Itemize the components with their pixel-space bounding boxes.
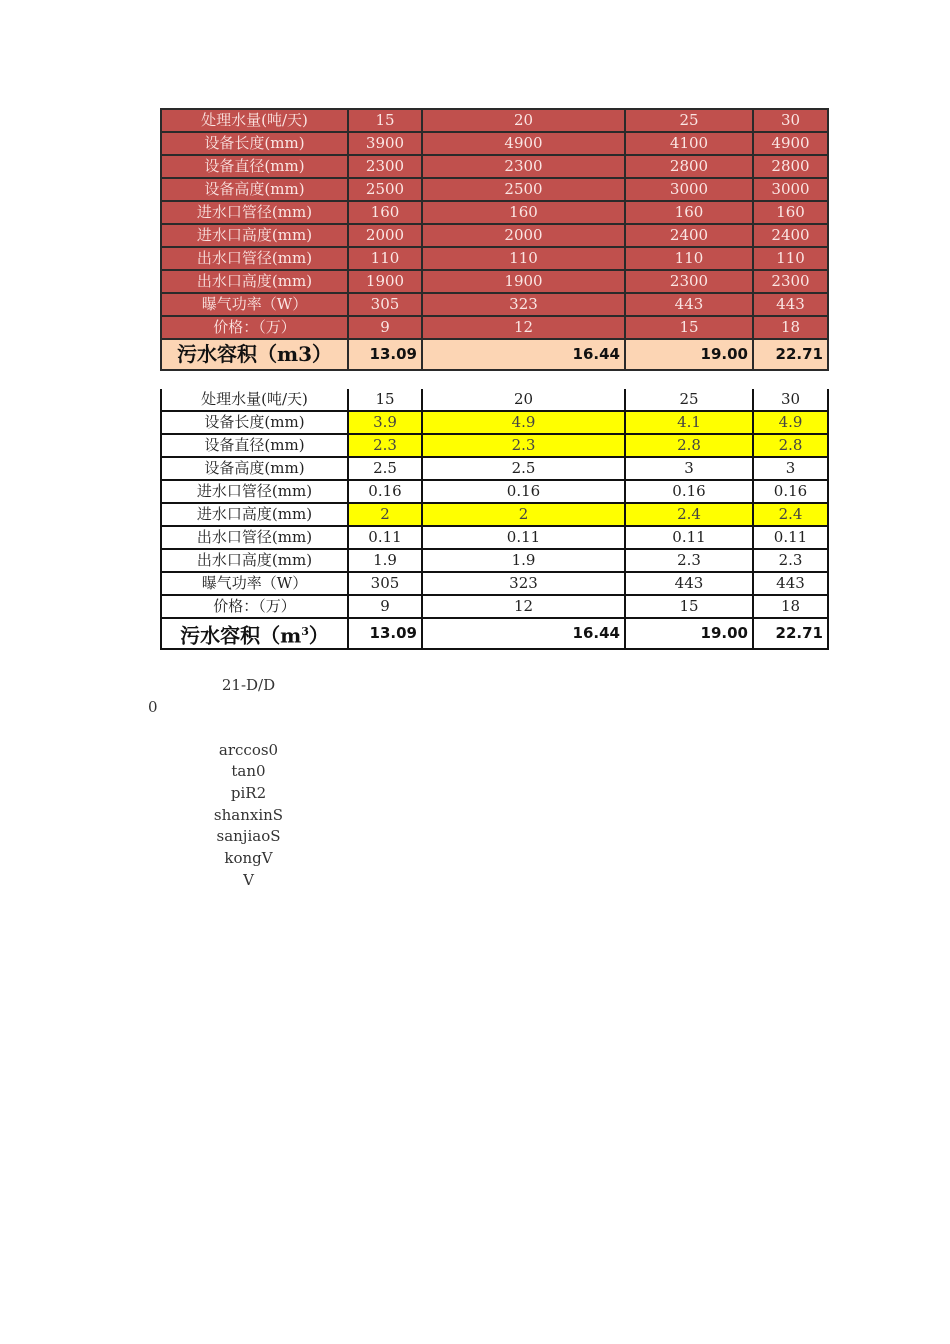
- cell-value: 2.5: [422, 457, 625, 480]
- cell-value: 443: [625, 293, 753, 316]
- row-label: 设备直径(mm): [161, 434, 348, 457]
- row-label: 价格：（万）: [161, 595, 348, 618]
- cell-value: 160: [625, 201, 753, 224]
- table-row: [161, 178, 828, 201]
- cell-value: 110: [625, 247, 753, 270]
- table-row: [161, 201, 828, 224]
- cell-value: 160: [348, 201, 422, 224]
- cell-value: 110: [348, 247, 422, 270]
- cell-value: 4.9: [422, 411, 625, 434]
- cell-value: 0.11: [348, 526, 422, 549]
- cell-value: 2.8: [753, 434, 828, 457]
- row-label: 出水口管径(mm): [161, 526, 348, 549]
- cell-value: 0.11: [625, 526, 753, 549]
- cell-value: 3000: [625, 178, 753, 201]
- cell-value: 2300: [422, 155, 625, 178]
- cell-value: 0.11: [422, 526, 625, 549]
- total-value: 22.71: [753, 618, 828, 649]
- calc-label: sanjiaoS: [216, 827, 281, 845]
- cell-value: 2000: [422, 224, 625, 247]
- table-row: [161, 572, 828, 595]
- cell-value: 9: [348, 316, 422, 339]
- cell-value: 305: [348, 572, 422, 595]
- row-label: 进水口管径(mm): [161, 480, 348, 503]
- calc-label: V: [243, 871, 254, 889]
- table-row: [161, 247, 828, 270]
- calc-label: tan0: [231, 762, 266, 780]
- cell-value: 2: [422, 503, 625, 526]
- calc-label: 21-D/D: [221, 676, 276, 694]
- row-label: 进水口高度(mm): [161, 224, 348, 247]
- table-row: [161, 434, 828, 457]
- cell-value: 2400: [625, 224, 753, 247]
- cell-value: 3: [753, 457, 828, 480]
- equipment-spec-table-m: [160, 389, 829, 650]
- cell-value: 25: [625, 109, 753, 132]
- cell-value: 2.5: [348, 457, 422, 480]
- total-value: 13.09: [348, 618, 422, 649]
- table-row: [161, 503, 828, 526]
- cell-value: 4100: [625, 132, 753, 155]
- cell-value: 30: [753, 109, 828, 132]
- total-value: 16.44: [422, 618, 625, 649]
- table-row: [161, 549, 828, 572]
- row-label: 出水口高度(mm): [161, 270, 348, 293]
- calc-label: kongV: [224, 849, 273, 867]
- cell-value: 2.3: [422, 434, 625, 457]
- cell-value: 3: [625, 457, 753, 480]
- cell-value: 305: [348, 293, 422, 316]
- cell-value: 1.9: [422, 549, 625, 572]
- table-row: [161, 480, 828, 503]
- cell-value: 0.16: [625, 480, 753, 503]
- cell-value: 30: [753, 389, 828, 411]
- row-label: 处理水量(吨/天): [161, 109, 348, 132]
- cell-value: 1900: [348, 270, 422, 293]
- cell-value: 2300: [625, 270, 753, 293]
- cell-value: 323: [422, 293, 625, 316]
- total-label-main: 污水容积（m: [180, 623, 302, 648]
- cell-value: 4900: [753, 132, 828, 155]
- cell-value: 2500: [348, 178, 422, 201]
- cell-value: 15: [348, 389, 422, 411]
- row-label: 进水口管径(mm): [161, 201, 348, 224]
- cell-value: 2400: [753, 224, 828, 247]
- cell-value: 443: [625, 572, 753, 595]
- total-label-superscript: 3: [301, 624, 309, 638]
- cell-value: 15: [625, 595, 753, 618]
- cell-value: 2300: [348, 155, 422, 178]
- cell-value: 3900: [348, 132, 422, 155]
- equipment-spec-table-mm: [160, 108, 829, 371]
- row-label: 出水口管径(mm): [161, 247, 348, 270]
- table-row: [161, 526, 828, 549]
- cell-value: 443: [753, 572, 828, 595]
- cell-value: 20: [422, 389, 625, 411]
- cell-value: 9: [348, 595, 422, 618]
- total-row: [161, 618, 828, 649]
- cell-value: 0.11: [753, 526, 828, 549]
- table-row: [161, 457, 828, 480]
- cell-value: 12: [422, 316, 625, 339]
- row-label: 设备高度(mm): [161, 178, 348, 201]
- cell-value: 0.16: [348, 480, 422, 503]
- calc-side-label: 0: [148, 698, 158, 716]
- total-value: 19.00: [625, 339, 753, 370]
- table-row: [161, 270, 828, 293]
- total-value: 16.44: [422, 339, 625, 370]
- cell-value: 12: [422, 595, 625, 618]
- row-label: 曝气功率（W）: [161, 293, 348, 316]
- cell-value: 2800: [753, 155, 828, 178]
- table-row: [161, 595, 828, 618]
- cell-value: 2.4: [625, 503, 753, 526]
- table-row: [161, 155, 828, 178]
- cell-value: 160: [422, 201, 625, 224]
- cell-value: 2.3: [625, 549, 753, 572]
- total-label-end: ）: [308, 623, 329, 648]
- cell-value: 2: [348, 503, 422, 526]
- total-label: [161, 618, 348, 649]
- calc-label: arccos0: [218, 741, 279, 759]
- table-row: [161, 316, 828, 339]
- cell-value: 4900: [422, 132, 625, 155]
- cell-value: 4.1: [625, 411, 753, 434]
- table-row: [161, 389, 828, 411]
- total-row: [161, 339, 828, 370]
- cell-value: 3000: [753, 178, 828, 201]
- cell-value: 18: [753, 595, 828, 618]
- cell-value: 2.3: [348, 434, 422, 457]
- cell-value: 2.3: [753, 549, 828, 572]
- cell-value: 0.16: [753, 480, 828, 503]
- row-label: 设备长度(mm): [161, 132, 348, 155]
- table-row: [161, 224, 828, 247]
- row-label: 价格：（万）: [161, 316, 348, 339]
- cell-value: 18: [753, 316, 828, 339]
- total-value: 13.09: [348, 339, 422, 370]
- cell-value: 110: [422, 247, 625, 270]
- row-label: 设备直径(mm): [161, 155, 348, 178]
- cell-value: 1900: [422, 270, 625, 293]
- row-label: 进水口高度(mm): [161, 503, 348, 526]
- total-label: 污水容积（m3）: [161, 339, 348, 370]
- row-label: 曝气功率（W）: [161, 572, 348, 595]
- table-row: [161, 293, 828, 316]
- cell-value: 15: [625, 316, 753, 339]
- cell-value: 0.16: [422, 480, 625, 503]
- cell-value: 110: [753, 247, 828, 270]
- row-label: 设备长度(mm): [161, 411, 348, 434]
- cell-value: 2800: [625, 155, 753, 178]
- cell-value: 2.4: [753, 503, 828, 526]
- cell-value: 2000: [348, 224, 422, 247]
- row-label: 处理水量(吨/天): [161, 389, 348, 411]
- table-row: [161, 109, 828, 132]
- total-value: 19.00: [625, 618, 753, 649]
- table-row: [161, 411, 828, 434]
- cell-value: 160: [753, 201, 828, 224]
- table-row: [161, 132, 828, 155]
- calc-label: piR2: [230, 784, 267, 802]
- total-value: 22.71: [753, 339, 828, 370]
- calc-label: shanxinS: [213, 806, 284, 824]
- cell-value: 323: [422, 572, 625, 595]
- cell-value: 3.9: [348, 411, 422, 434]
- cell-value: 2.8: [625, 434, 753, 457]
- cell-value: 4.9: [753, 411, 828, 434]
- cell-value: 20: [422, 109, 625, 132]
- cell-value: 2300: [753, 270, 828, 293]
- cell-value: 15: [348, 109, 422, 132]
- row-label: 出水口高度(mm): [161, 549, 348, 572]
- cell-value: 2500: [422, 178, 625, 201]
- row-label: 设备高度(mm): [161, 457, 348, 480]
- cell-value: 1.9: [348, 549, 422, 572]
- cell-value: 25: [625, 389, 753, 411]
- cell-value: 443: [753, 293, 828, 316]
